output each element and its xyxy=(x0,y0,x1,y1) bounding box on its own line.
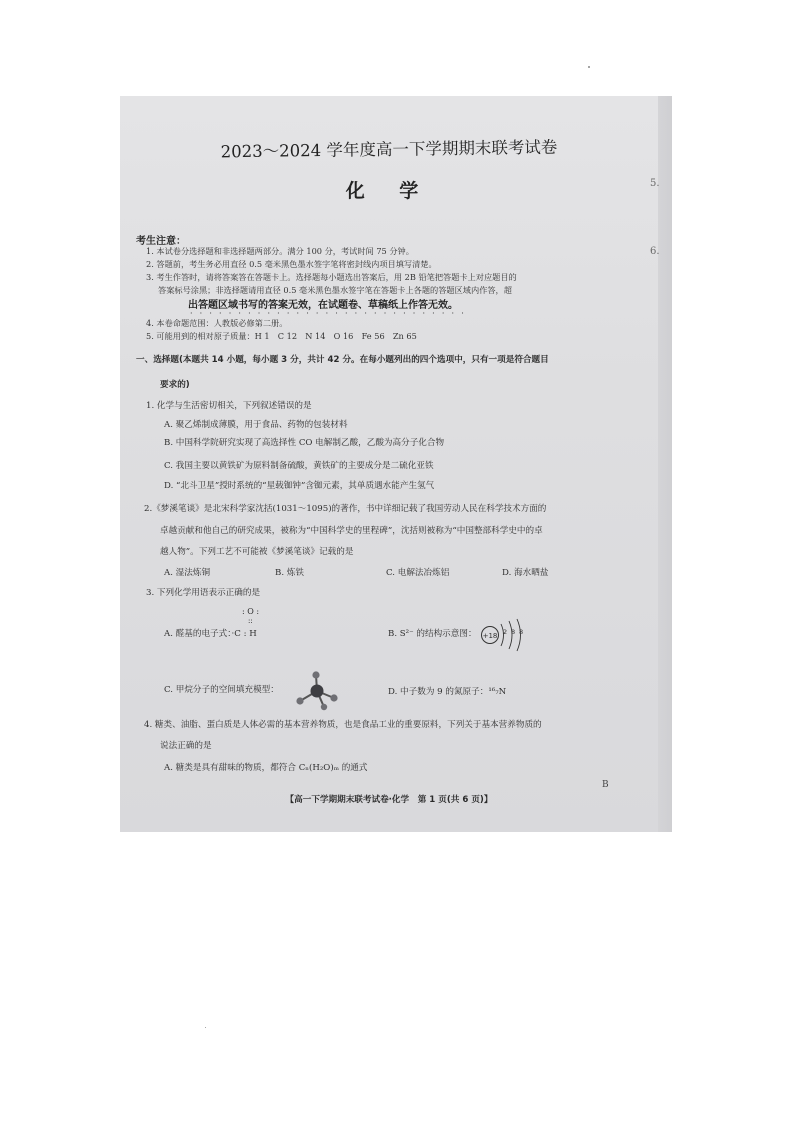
exam-subject: 化 学 xyxy=(345,180,433,202)
exam-title: 2023～2024 学年度高一下学期期末联考试卷 xyxy=(220,137,558,162)
question-4-stem-line2: 说法正确的是 xyxy=(160,741,212,751)
question-3-option-d: D. 中子数为 9 的氮原子：¹⁶₇N xyxy=(388,687,507,697)
sulfide-structure-diagram xyxy=(480,618,530,652)
question-3-option-c: C. 甲烷分子的空间填充模型： xyxy=(164,685,279,695)
question-2-stem-line2: 卓越贡献和他自己的研究成果，被称为“中国科学史的里程碑”，沈括则被称为“中国整部科学史中的卓 xyxy=(160,526,543,536)
question-2-option-c: C. 电解法冶炼铝 xyxy=(386,568,450,578)
edge-question-number: 6. xyxy=(650,246,660,257)
question-1-stem: 1. 化学与生活密切相关，下列叙述错误的是 xyxy=(146,401,312,411)
question-1-option-c: C. 我国主要以黄铁矿为原料制备硫酸，黄铁矿的主要成分是二硫化亚铁 xyxy=(164,461,434,471)
question-2-option-d: D. 海水晒盐 xyxy=(502,568,549,578)
notice-item: 1. 本试卷分选择题和非选择题两部分。满分 100 分，考试时间 75 分钟。 xyxy=(146,246,414,256)
question-3-option-b: B. S²⁻ 的结构示意图： xyxy=(388,629,477,639)
shell-electron-count: 8 xyxy=(511,628,516,636)
emphasis-dots: · · · · · · · · · · · · · · · · · · · · · · · · · · · · · xyxy=(190,309,467,318)
question-1-option-a: A. 聚乙烯制成薄膜，用于食品、药物的包装材料 xyxy=(164,420,348,430)
notice-item: 2. 答题前，考生务必用直径 0.5 毫米黑色墨水签字笔将密封线内项目填写清楚。 xyxy=(146,259,437,269)
notice-heading: 考生注意： xyxy=(136,236,186,247)
aldehyde-double-bond-dots: :: xyxy=(248,617,253,625)
question-2-stem-line1: 2.《梦溪笔谈》是北宋科学家沈括(1031～1095)的著作，书中详细记载了我国劳动人民在科学技术方面的 xyxy=(144,504,547,514)
page-footer: 【高一下学期期末联考试卷·化学 第 1 页(共 6 页)】 xyxy=(285,795,493,805)
shell-electron-count: 2 xyxy=(503,628,508,636)
question-4-option-a: A. 糖类是具有甜味的物质，都符合 Cₙ(H₂O)ₘ 的通式 xyxy=(164,763,368,773)
shell-electron-count: 8 xyxy=(519,628,524,636)
notice-item-emphasis: 出答题区域书写的答案无效，在试题卷、草稿纸上作答无效。 xyxy=(188,300,458,311)
notice-item: 4. 本卷命题范围：人教版必修第二册。 xyxy=(146,318,288,328)
speck xyxy=(588,66,590,68)
question-3-stem: 3. 下列化学用语表示正确的是 xyxy=(146,588,261,598)
section-heading: 一、选择题(本题共 14 小题，每小题 3 分，共计 42 分。在每小题列出的四个选项中，只有一项是符合题目 xyxy=(136,355,549,365)
methane-model-image xyxy=(294,671,340,711)
section-heading-cont: 要求的) xyxy=(160,380,190,390)
notice-item: 答案标号涂黑；非选择题请用直径 0.5 毫米黑色墨水签字笔在答题卡上各题的答题区域内作答，超 xyxy=(158,285,512,295)
question-4-stem-line1: 4. 糖类、油脂、蛋白质是人体必需的基本营养物质，也是食品工业的重要原料，下列关于基本营养物质的 xyxy=(144,720,542,730)
notice-item: 5. 可能用到的相对原子质量：H 1 C 12 N 14 O 16 Fe 56 Zn 65 xyxy=(146,331,417,341)
next-page-edge xyxy=(650,96,672,832)
edge-question-number: 5. xyxy=(650,178,660,189)
question-1-option-b: B. 中国科学院研究实现了高选择性 CO 电解制乙酸，乙酸为高分子化合物 xyxy=(164,438,445,448)
version-mark: B xyxy=(602,780,609,790)
question-2-option-a: A. 湿法炼铜 xyxy=(164,568,211,578)
nucleus-charge: +18 xyxy=(482,632,498,640)
exam-photo xyxy=(120,96,672,832)
aldehyde-oxygen-dots: : O : xyxy=(242,607,260,616)
question-2-stem-line3: 越人物”。下列工艺不可能被《梦溪笔谈》记载的是 xyxy=(160,547,354,557)
question-2-option-b: B. 炼铁 xyxy=(275,568,304,578)
notice-item: 3. 考生作答时，请将答案答在答题卡上。选择题每小题选出答案后，用 2B 铅笔把答题卡上对应题目的 xyxy=(146,272,517,282)
question-1-option-d: D. “北斗卫星”授时系统的“星载铷钟”含铷元素，其单质遇水能产生氢气 xyxy=(164,481,435,491)
speck xyxy=(205,1027,206,1028)
question-3-option-a: A. 醛基的电子式：·C : H xyxy=(164,629,257,639)
